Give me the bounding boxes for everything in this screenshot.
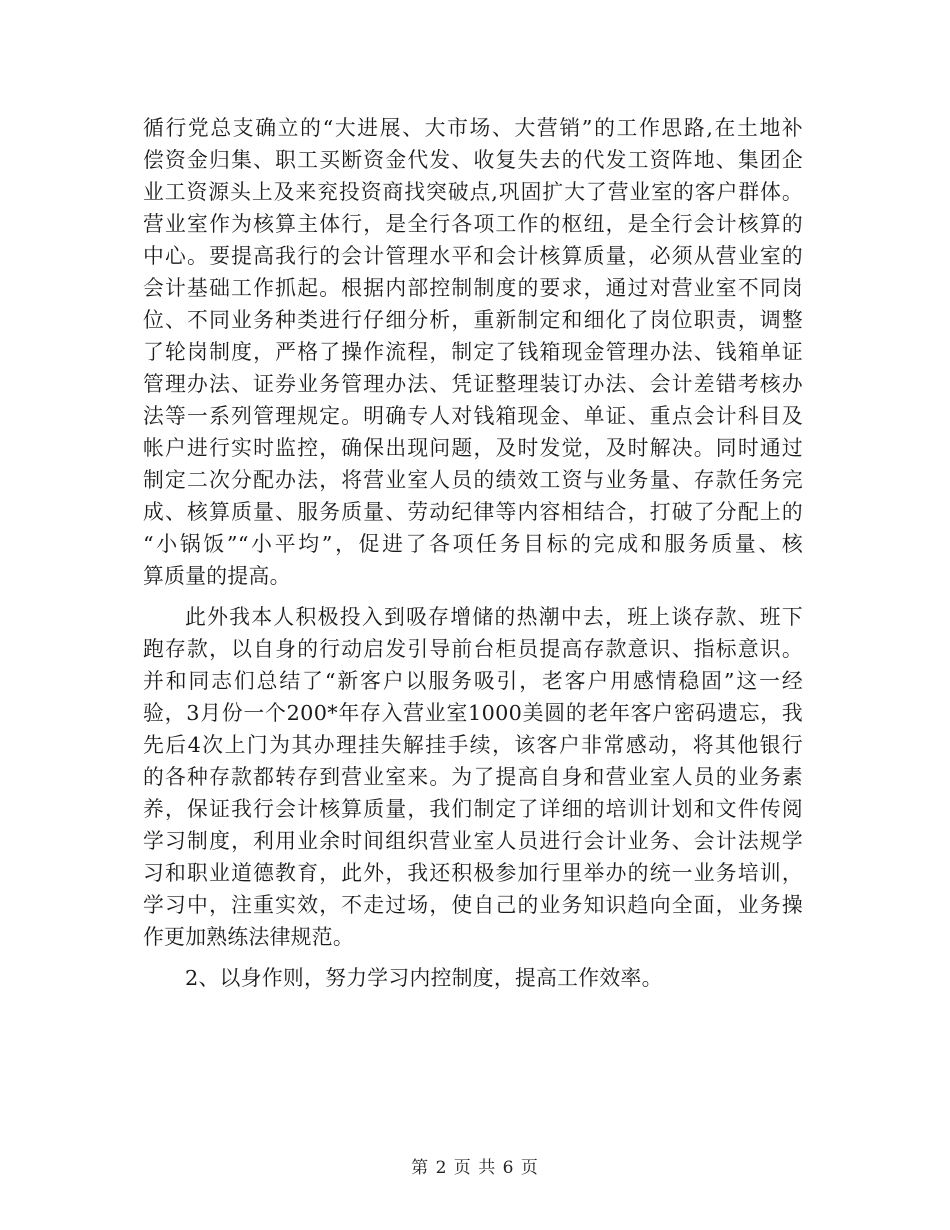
text-line: 会计基础工作抓起。根据内部控制制度的要求，通过对营业室不同岗 — [143, 276, 803, 300]
text-line: 并和同志们总结了“新客户以服务吸引，老客户用感情稳固”这一经 — [143, 669, 803, 693]
section-heading: 2、以身作则，努力学习内控制度，提高工作效率。 — [185, 966, 663, 990]
text-line: 中心。要提高我行的会计管理水平和会计核算质量，必须从营业室的 — [143, 244, 803, 268]
text-line: 业工资源头上及来兖投资商找突破点,巩固扩大了营业室的客户群体。 — [143, 180, 803, 204]
text-line: 此外我本人积极投入到吸存增储的热潮中去，班上谈存款、班下 — [185, 605, 803, 629]
text-line: 了轮岗制度，严格了操作流程，制定了钱箱现金管理办法、钱箱单证 — [143, 340, 803, 364]
text-line: 学习制度，利用业余时间组织营业室人员进行会计业务、会计法规学 — [143, 829, 803, 853]
text-line: 先后4次上门为其办理挂失解挂手续，该客户非常感动，将其他银行 — [143, 733, 803, 757]
paragraph-3 — [143, 962, 803, 994]
document-body — [143, 112, 803, 994]
paragraph-1 — [143, 112, 803, 592]
text-line: 帐户进行实时监控，确保出现问题，及时发觉，及时解决。同时通过 — [143, 436, 803, 460]
text-line: 位、不同业务种类进行仔细分析，重新制定和细化了岗位职责，调整 — [143, 308, 803, 332]
text-line: 循行党总支确立的“大进展、大市场、大营销”的工作思路,在土地补 — [143, 116, 803, 140]
paragraph-2 — [143, 601, 803, 953]
text-line: 偿资金归集、职工买断资金代发、收复失去的代发工资阵地、集团企 — [143, 148, 803, 172]
text-line: 成、核算质量、服务质量、劳动纪律等内容相结合，打破了分配上的 — [143, 500, 803, 524]
paragraph-gap — [143, 953, 803, 962]
text-line: 的各种存款都转存到营业室来。为了提高自身和营业室人员的业务素 — [143, 765, 803, 789]
page-number-footer: 第 2 页 共 6 页 — [411, 1158, 539, 1178]
text-line: 养，保证我行会计核算质量，我们制定了详细的培训计划和文件传阅 — [143, 797, 803, 821]
text-line: 学习中，注重实效，不走过场，使自己的业务知识趋向全面，业务操 — [143, 893, 803, 917]
text-line: 法等一系列管理规定。明确专人对钱箱现金、单证、重点会计科目及 — [143, 404, 803, 428]
text-line: 作更加熟练法律规范。 — [143, 925, 354, 949]
text-line: 习和职业道德教育，此外，我还积极参加行里举办的统一业务培训， — [143, 861, 803, 885]
text-line: 制定二次分配办法，将营业室人员的绩效工资与业务量、存款任务完 — [143, 468, 803, 492]
text-line: 验，3月份一个200*年存入营业室1000美圆的老年客户密码遗忘，我 — [143, 701, 803, 725]
text-line: 管理办法、证券业务管理办法、凭证整理装订办法、会计差错考核办 — [143, 372, 803, 396]
paragraph-gap — [143, 592, 803, 601]
text-line: 跑存款，以自身的行动启发引导前台柜员提高存款意识、指标意识。 — [143, 637, 803, 661]
text-line: “小锅饭”“小平均”，促进了各项任务目标的完成和服务质量、核 — [143, 532, 803, 556]
text-line: 算质量的提高。 — [143, 564, 291, 588]
text-line: 营业室作为核算主体行，是全行各项工作的枢纽，是全行会计核算的 — [143, 212, 803, 236]
